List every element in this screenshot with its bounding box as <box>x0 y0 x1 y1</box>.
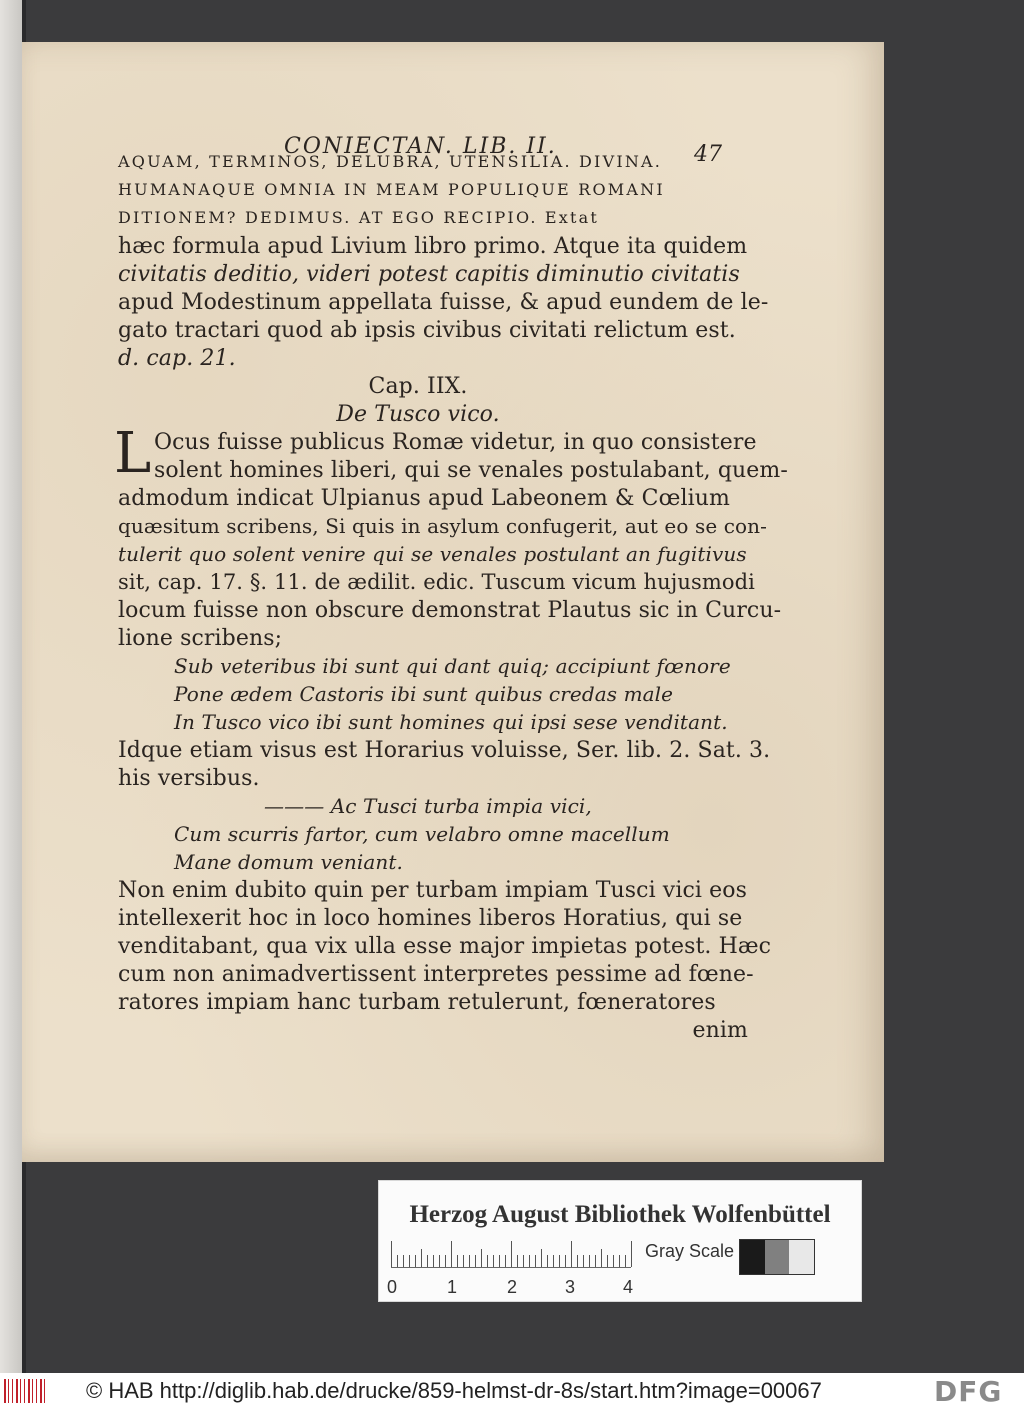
ruler-tick <box>403 1255 404 1267</box>
text-line: Idque etiam visus est Horarius voluisse, Ser. lib. 2. Sat. 3. <box>118 738 771 763</box>
ruler-tick <box>553 1255 554 1267</box>
ruler-tick <box>487 1255 488 1267</box>
ruler-tick <box>523 1255 524 1267</box>
scale-number: 3 <box>565 1277 576 1297</box>
ruler-tick <box>421 1249 422 1267</box>
text-line: civitatis deditio, videri potest capitis diminutio civitatis <box>118 262 740 287</box>
verse-line: Pone ædem Castoris ibi sunt quibus credas male <box>174 682 674 706</box>
chapter-heading: Cap. IIX. <box>368 374 468 399</box>
ruler-tick <box>577 1255 578 1267</box>
text-line: his versibus. <box>118 766 260 791</box>
text-line: solent homines liberi, qui se venales postulabant, quem- <box>154 458 788 483</box>
ruler-tick <box>529 1255 530 1267</box>
text-line: Non enim dubito quin per turbam impiam Tusci vici eos <box>118 878 747 903</box>
ruler-tick <box>439 1255 440 1267</box>
ruler-tick <box>589 1255 590 1267</box>
text-line: hæc formula apud Livium libro primo. Atque ita quidem <box>118 234 748 259</box>
text-line: locum fuisse non obscure demonstrat Plautus sic in Curcu- <box>118 598 782 623</box>
ruler-tick <box>499 1255 500 1267</box>
text-line: admodum indicat Ulpianus apud Labeonem & Cœlium <box>118 486 730 511</box>
text-line: AQUAM, TERMINOS, DELUBRA, UTENSILIA. DIVINA. <box>118 152 663 171</box>
ruler-tick <box>595 1255 596 1267</box>
drop-cap: L <box>114 421 152 486</box>
ruler-tick <box>607 1255 608 1267</box>
ruler-tick <box>559 1255 560 1267</box>
ruler-tick <box>427 1255 428 1267</box>
library-scale-card <box>378 1180 862 1302</box>
logo-bar <box>8 1379 9 1403</box>
logo-bar <box>4 1379 6 1403</box>
gray-scale-label: Gray Scale <box>645 1241 735 1261</box>
logo-bar <box>24 1379 25 1403</box>
scale-number: 2 <box>507 1277 518 1297</box>
page-number: 47 <box>694 142 722 167</box>
logo-bar <box>16 1379 18 1403</box>
ruler-tick <box>409 1255 410 1267</box>
text-line: cum non animadvertissent interpretes pessime ad fœne- <box>118 962 754 987</box>
verse-line: ——— Ac Tusci turba impia vici, <box>264 794 592 818</box>
ruler-tick <box>631 1241 632 1267</box>
text-line: quæsitum scribens, Si quis in asylum confugerit, aut eo se con- <box>118 514 768 538</box>
dfg-logo: DFG <box>934 1375 1003 1408</box>
ruler-tick <box>433 1255 434 1267</box>
ruler-tick <box>541 1249 542 1267</box>
ruler-tick <box>505 1255 506 1267</box>
centimeter-ruler <box>391 1239 631 1269</box>
verse-line: In Tusco vico ibi sunt homines qui ipsi sese venditant. <box>174 710 728 734</box>
ruler-tick <box>517 1255 518 1267</box>
text-line: apud Modestinum appellata fuisse, & apud eundem de le- <box>118 290 769 315</box>
ruler-tick <box>619 1255 620 1267</box>
ruler-tick <box>475 1255 476 1267</box>
gray-swatch-mid <box>765 1240 790 1274</box>
chapter-subheading: De Tusco vico. <box>336 402 500 427</box>
logo-bar <box>20 1379 21 1403</box>
ruler-tick <box>535 1255 536 1267</box>
viewer-footer <box>0 1373 1024 1409</box>
gray-scale-swatches <box>739 1239 815 1275</box>
text-line: ratores impiam hanc turbam retulerunt, fœneratores <box>118 990 716 1015</box>
text-line: Ocus fuisse publicus Romæ videtur, in quo consistere <box>154 430 757 455</box>
copyright-url[interactable]: © HAB http://diglib.hab.de/drucke/859-helmst-dr-8s/start.htm?image=00067 <box>86 1378 822 1403</box>
ruler-tick <box>445 1255 446 1267</box>
ruler-tick <box>613 1255 614 1267</box>
text-line: d. cap. 21. <box>118 346 236 371</box>
hab-logo-icon <box>4 1379 48 1403</box>
text-line: venditabant, qua vix ulla esse major impietas potest. Hæc <box>118 934 772 959</box>
verse-line: Cum scurris fartor, cum velabro omne macellum <box>174 822 670 846</box>
ruler-tick <box>457 1255 458 1267</box>
ruler-tick <box>565 1255 566 1267</box>
ruler-tick <box>463 1255 464 1267</box>
running-head: CONIECTAN. LIB. II. <box>284 134 557 159</box>
ruler-tick <box>493 1255 494 1267</box>
logo-bar <box>12 1379 13 1403</box>
ruler-tick <box>391 1241 392 1267</box>
ruler-tick <box>469 1255 470 1267</box>
scale-number: 1 <box>447 1277 458 1297</box>
text-line: lione scribens; <box>118 626 283 651</box>
ruler-tick <box>625 1255 626 1267</box>
text-line: intellexerit hoc in loco homines liberos Horatius, qui se <box>118 906 743 931</box>
logo-bar <box>36 1379 37 1403</box>
ruler-tick <box>571 1241 572 1267</box>
ruler-tick <box>397 1255 398 1267</box>
gray-swatch-light <box>789 1240 814 1274</box>
book-page <box>22 42 884 1162</box>
scale-number: 4 <box>623 1277 634 1297</box>
ruler-tick <box>511 1241 512 1267</box>
text-line: DITIONEM? DEDIMUS. AT EGO RECIPIO. Extat <box>118 208 599 227</box>
verse-line: Mane domum veniant. <box>174 850 403 874</box>
gray-swatch-dark <box>740 1240 765 1274</box>
logo-bar <box>40 1379 42 1403</box>
ruler-baseline <box>391 1267 631 1268</box>
logo-bar <box>28 1379 30 1403</box>
ruler-tick <box>583 1255 584 1267</box>
scale-number: 0 <box>387 1277 398 1297</box>
verse-line: Sub veteribus ibi sunt qui dant quiq; accipiunt fœnore <box>174 654 731 678</box>
ruler-tick <box>601 1249 602 1267</box>
text-line: gato tractari quod ab ipsis civibus civitati relictum est. <box>118 318 736 343</box>
ruler-tick <box>547 1255 548 1267</box>
ruler-tick <box>415 1255 416 1267</box>
ruler-tick <box>451 1241 452 1267</box>
text-line: tulerit quo solent venire qui se venales postulant an fugitivus <box>118 542 747 566</box>
logo-bar <box>44 1379 45 1403</box>
ruler-tick <box>481 1249 482 1267</box>
text-line: HUMANAQUE OMNIA IN MEAM POPULIQUE ROMANI <box>118 180 665 199</box>
library-name: Herzog August Bibliothek Wolfenbüttel <box>409 1201 831 1228</box>
adjacent-page-edge <box>0 0 22 1373</box>
text-line: sit, cap. 17. §. 11. de ædilit. edic. Tuscum vicum hujusmodi <box>118 570 755 594</box>
catchword: enim <box>692 1018 748 1043</box>
logo-bar <box>32 1379 33 1403</box>
